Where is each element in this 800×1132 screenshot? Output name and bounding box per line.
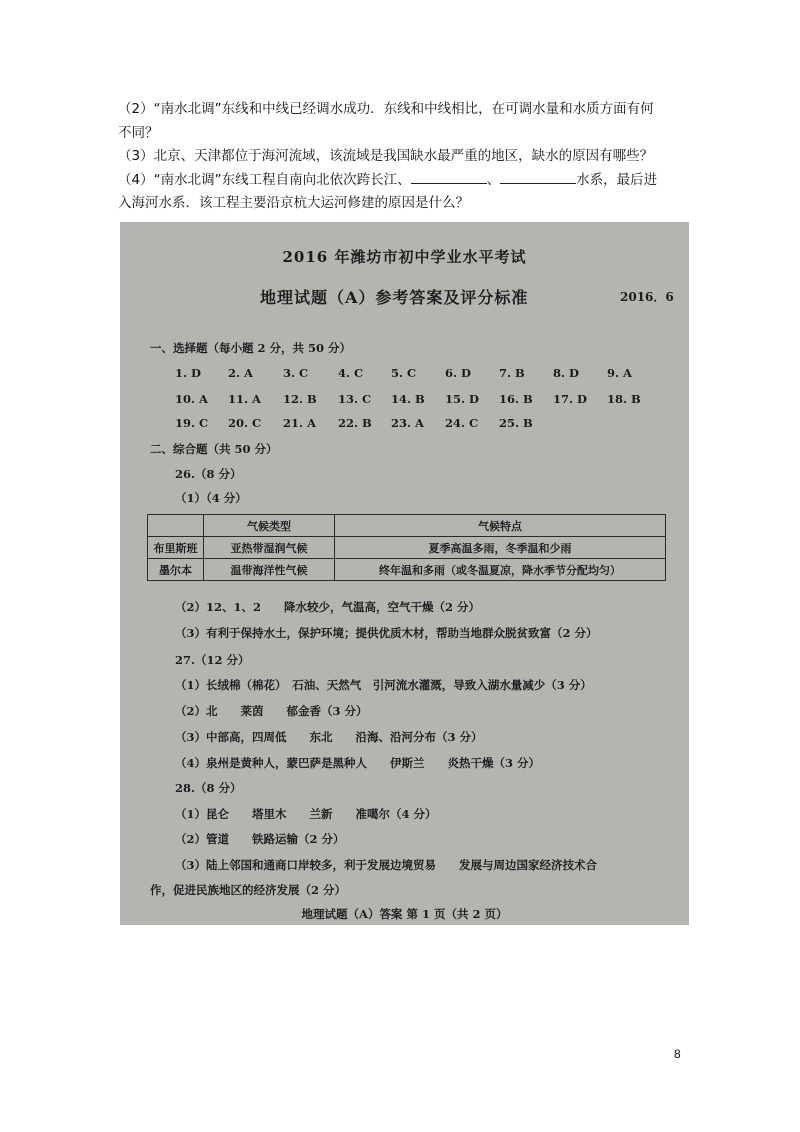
q28-part-1: （1）昆仑 塔里木 兰新 准噶尔（4 分） (175, 807, 437, 821)
mc-answer: 15. D (445, 392, 479, 406)
table-header-cell (148, 515, 204, 537)
answer-blank-1[interactable] (411, 169, 487, 184)
q28-heading: 28.（8 分） (175, 781, 242, 795)
mc-answer: 18. B (607, 392, 641, 406)
answer-sheet-footer: 地理试题（A）答案 第 1 页（共 2 页） (301, 907, 508, 921)
mc-answer: 4. C (338, 366, 364, 380)
question-3: （3）北京、天津都位于海河流域，该流域是我国缺水最严重的地区，缺水的原因有哪些？ (118, 148, 654, 164)
mc-answer: 9. A (607, 366, 632, 380)
q27-part-4: （4）泉州是黄种人，蒙巴萨是黑种人 伊斯兰 炎热干燥（3 分） (175, 756, 541, 770)
mc-answer: 12. B (283, 392, 317, 406)
mc-answer: 7. B (499, 366, 525, 380)
answer-sheet-date: 2016．6 (620, 290, 674, 304)
q26-heading: 26.（8 分） (175, 467, 242, 481)
q26-part-3: （3）有利于保持水土，保护环境；提供优质木材，帮助当地群众脱贫致富（2 分） (175, 626, 598, 640)
answer-blank-2[interactable] (500, 169, 576, 184)
table-cell: 夏季高温多雨，冬季温和少雨 (335, 537, 666, 559)
mc-answer: 14. B (391, 392, 425, 406)
table-cell: 亚热带湿润气候 (204, 537, 335, 559)
mc-answer: 17. D (553, 392, 587, 406)
table-row (148, 559, 666, 581)
question-text-block (118, 98, 698, 216)
mc-answer: 25. B (499, 416, 533, 430)
mc-answer: 16. B (499, 392, 533, 406)
mc-answer: 2. A (228, 366, 253, 380)
q26-part-2: （2）12、1、2 降水较少，气温高，空气干燥（2 分） (175, 600, 481, 614)
q28-part-3-line-2: 作，促进民族地区的经济发展（2 分） (150, 883, 347, 897)
answer-sheet-subtitle: 地理试题（A）参考答案及评分标准 (260, 288, 529, 307)
page-number: 8 (674, 1047, 681, 1061)
climate-table (147, 514, 666, 581)
table-cell: 墨尔本 (148, 559, 204, 581)
table-cell: 温带海洋性气候 (204, 559, 335, 581)
section-1-heading: 一、选择题（每小题 2 分，共 50 分） (150, 341, 352, 355)
question-4-separator: 、 (486, 171, 501, 188)
mc-answer: 11. A (228, 392, 261, 406)
mc-answer: 1. D (175, 366, 201, 380)
table-cell: 布里斯班 (148, 537, 204, 559)
question-2-line-1: （2）“南水北调”东线和中线已经调水成功．东线和中线相比，在可调水量和水质方面有何 (118, 101, 654, 117)
question-4-line-2: 入海河水系．该工程主要沿京杭大运河修建的原因是什么？ (118, 195, 469, 211)
mc-answer: 20. C (228, 416, 262, 430)
q27-part-1: （1）长绒棉（棉花） 石油、天然气 引河流水灌溉，导致入湖水量减少（3 分） (175, 678, 592, 692)
question-2-line-2: 不同？ (118, 124, 159, 141)
table-row (148, 537, 666, 559)
q28-part-2: （2）管道 铁路运输（2 分） (175, 832, 345, 846)
mc-answer: 19. C (175, 416, 209, 430)
mc-answer: 22. B (338, 416, 372, 430)
mc-answer: 13. C (338, 392, 372, 406)
q26-part-1: （1）（4 分） (175, 491, 247, 505)
q28-part-3-line-1: （3）陆上邻国和通商口岸较多，利于发展边境贸易 发展与周边国家经济技术合 (175, 858, 597, 872)
answer-sheet-photo (120, 222, 689, 925)
section-2-heading: 二、综合题（共 50 分） (150, 442, 278, 456)
answer-sheet-title: 2016 年潍坊市初中学业水平考试 (282, 248, 527, 266)
mc-answer: 21. A (283, 416, 316, 430)
table-header-cell: 气候类型 (204, 515, 335, 537)
mc-answer: 5. C (391, 366, 417, 380)
mc-answer: 10. A (175, 392, 208, 406)
table-header-cell: 气候特点 (335, 515, 666, 537)
table-header-row (148, 515, 666, 537)
table-cell: 终年温和多雨（或冬温夏凉，降水季节分配均匀） (335, 559, 666, 581)
mc-answer: 3. C (283, 366, 309, 380)
question-4-line-1 (118, 169, 698, 193)
question-4-text-a: （4）“南水北调”东线工程自南向北依次跨长江、 (118, 171, 411, 188)
q27-part-2: （2）北 莱茵 郁金香（3 分） (175, 704, 368, 718)
q27-part-3: （3）中部高，四周低 东北 沿海、沿河分布（3 分） (175, 730, 483, 744)
question-4-text-b: 水系，最后进 (576, 171, 658, 188)
mc-answer: 23. A (391, 416, 424, 430)
mc-answer: 24. C (445, 416, 479, 430)
mc-answer: 6. D (445, 366, 471, 380)
mc-answer: 8. D (553, 366, 579, 380)
q27-heading: 27.（12 分） (175, 653, 250, 667)
